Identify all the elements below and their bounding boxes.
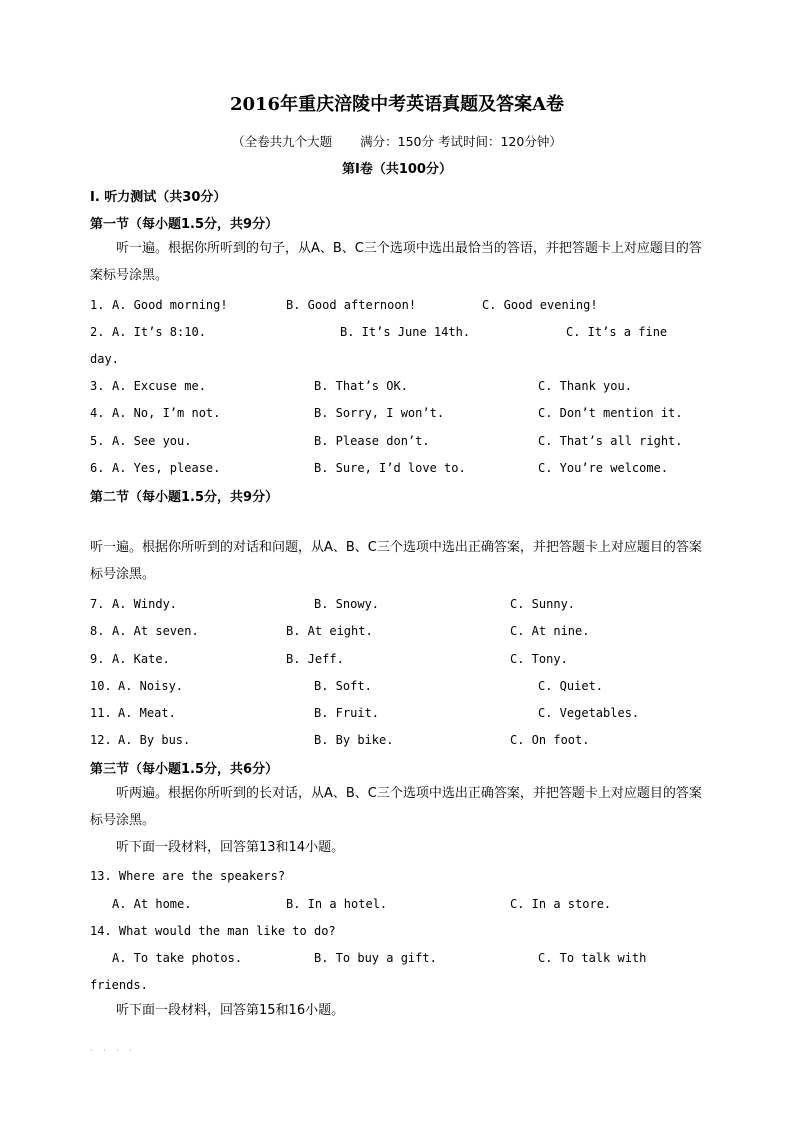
option-b: B. To buy a gift. bbox=[314, 951, 437, 965]
question-row bbox=[90, 951, 710, 971]
option-a: A. Yes, please. bbox=[112, 461, 221, 475]
question-14-stem: 14. What would the man like to do? bbox=[90, 924, 336, 938]
exam-info-scope: （全卷共九个大题 bbox=[232, 134, 333, 149]
option-b: B. At eight. bbox=[286, 624, 373, 638]
question-row bbox=[90, 652, 710, 672]
option-a: A. To take photos. bbox=[112, 951, 243, 965]
material-instruction: 听下面一段材料，回答第15和16小题。 bbox=[116, 1003, 345, 1018]
question-stem bbox=[90, 869, 710, 889]
option-b: B. Soft. bbox=[314, 679, 372, 693]
option-c-continued: day. bbox=[90, 352, 119, 366]
option-a: A. Meat. bbox=[118, 706, 176, 720]
option-c-continued: friends. bbox=[90, 978, 148, 992]
option-c: C. Tony. bbox=[510, 652, 568, 666]
option-b: B. Snowy. bbox=[314, 597, 380, 611]
section-instructions: 听一遍。根据你所听到的对话和问题，从A、B、C三个选项中选出正确答案，并把答题卡上对应题目的答案标号涂黑。 bbox=[90, 540, 702, 582]
option-c: C. Quiet. bbox=[538, 679, 604, 693]
question-number: 8. bbox=[90, 624, 105, 638]
option-c: C. Don’t mention it. bbox=[538, 406, 683, 420]
option-b: B. That’s OK. bbox=[314, 379, 408, 393]
question-row bbox=[90, 298, 710, 318]
exam-info bbox=[0, 132, 794, 150]
question-row bbox=[90, 597, 710, 617]
question-number: 2. bbox=[90, 325, 105, 339]
question-row bbox=[90, 325, 710, 345]
question-number: 10. bbox=[90, 679, 112, 693]
option-b: B. In a hotel. bbox=[286, 897, 388, 911]
question-row bbox=[90, 897, 710, 917]
question-number: 5. bbox=[90, 434, 105, 448]
option-a: A. No, I’m not. bbox=[112, 406, 221, 420]
question-row bbox=[90, 461, 710, 481]
page-footer-marks: · · · · bbox=[90, 1046, 136, 1055]
option-b: B. Fruit. bbox=[314, 706, 380, 720]
option-a: A. Kate. bbox=[112, 652, 170, 666]
question-row bbox=[90, 406, 710, 426]
option-c: C. In a store. bbox=[510, 897, 612, 911]
section-instructions: 听两遍。根据你所听到的长对话，从A、B、C三个选项中选出正确答案，并把答题卡上对应题目的答案标号涂黑。 bbox=[90, 786, 702, 828]
question-row bbox=[90, 379, 710, 399]
option-a: A. Excuse me. bbox=[112, 379, 206, 393]
question-number: 3. bbox=[90, 379, 105, 393]
option-c: C. Sunny. bbox=[510, 597, 576, 611]
option-c: C. Thank you. bbox=[538, 379, 632, 393]
option-c: C. That’s all right. bbox=[538, 434, 683, 448]
question-number: 7. bbox=[90, 597, 105, 611]
option-b: B. Jeff. bbox=[286, 652, 344, 666]
option-b: B. Good afternoon! bbox=[286, 298, 417, 312]
section-heading: 第三节（每小题1.5分，共6分） bbox=[90, 762, 279, 777]
option-a: A. At home. bbox=[112, 897, 192, 911]
question-number: 6. bbox=[90, 461, 105, 475]
question-continuation bbox=[90, 978, 710, 998]
option-b: B. By bike. bbox=[314, 733, 394, 747]
option-b: B. It’s June 14th. bbox=[340, 325, 471, 339]
part-heading: I. 听力测试（共30分） bbox=[90, 190, 227, 205]
question-row bbox=[90, 706, 710, 726]
question-13-stem: 13. Where are the speakers? bbox=[90, 869, 286, 883]
option-b: B. Sorry, I won’t. bbox=[314, 406, 445, 420]
question-continuation bbox=[90, 352, 710, 372]
section-instructions: 听一遍。根据你所听到的句子，从A、B、C三个选项中选出最恰当的答语，并把答题卡上对应题目的答案标号涂黑。 bbox=[90, 241, 702, 283]
option-c: C. Good evening! bbox=[482, 298, 598, 312]
question-number: 9. bbox=[90, 652, 105, 666]
question-number: 1. bbox=[90, 298, 105, 312]
option-a: A. It’s 8:10. bbox=[112, 325, 206, 339]
option-c: C. You’re welcome. bbox=[538, 461, 669, 475]
option-a: A. By bus. bbox=[118, 733, 191, 747]
exam-info-score-time: 满分：150分 考试时间：120分钟） bbox=[360, 134, 562, 149]
question-number: 12. bbox=[90, 733, 112, 747]
option-c: C. Vegetables. bbox=[538, 706, 640, 720]
option-a: A. At seven. bbox=[112, 624, 199, 638]
question-number: 11. bbox=[90, 706, 112, 720]
section-heading: 第一节（每小题1.5分，共9分） bbox=[90, 217, 279, 232]
option-c: C. At nine. bbox=[510, 624, 590, 638]
option-a: A. Windy. bbox=[112, 597, 178, 611]
question-row bbox=[90, 679, 710, 699]
option-a: A. See you. bbox=[112, 434, 192, 448]
question-row bbox=[90, 624, 710, 644]
material-instruction: 听下面一段材料，回答第13和14小题。 bbox=[116, 840, 345, 855]
option-a: A. Good morning! bbox=[112, 298, 228, 312]
option-b: B. Please don’t. bbox=[314, 434, 430, 448]
question-row bbox=[90, 434, 710, 454]
question-row bbox=[90, 733, 710, 753]
volume-heading: 第I卷（共100分） bbox=[342, 162, 452, 177]
option-a: A. Noisy. bbox=[118, 679, 184, 693]
option-b: B. Sure, I’d love to. bbox=[314, 461, 466, 475]
section-heading: 第二节（每小题1.5分，共9分） bbox=[90, 490, 279, 505]
question-stem bbox=[90, 924, 710, 944]
option-c: C. On foot. bbox=[510, 733, 590, 747]
option-c: C. To talk with bbox=[538, 951, 647, 965]
page-title: 2016年重庆涪陵中考英语真题及答案A卷 bbox=[229, 94, 565, 115]
question-number: 4. bbox=[90, 406, 105, 420]
option-c: C. It’s a fine bbox=[566, 325, 668, 339]
